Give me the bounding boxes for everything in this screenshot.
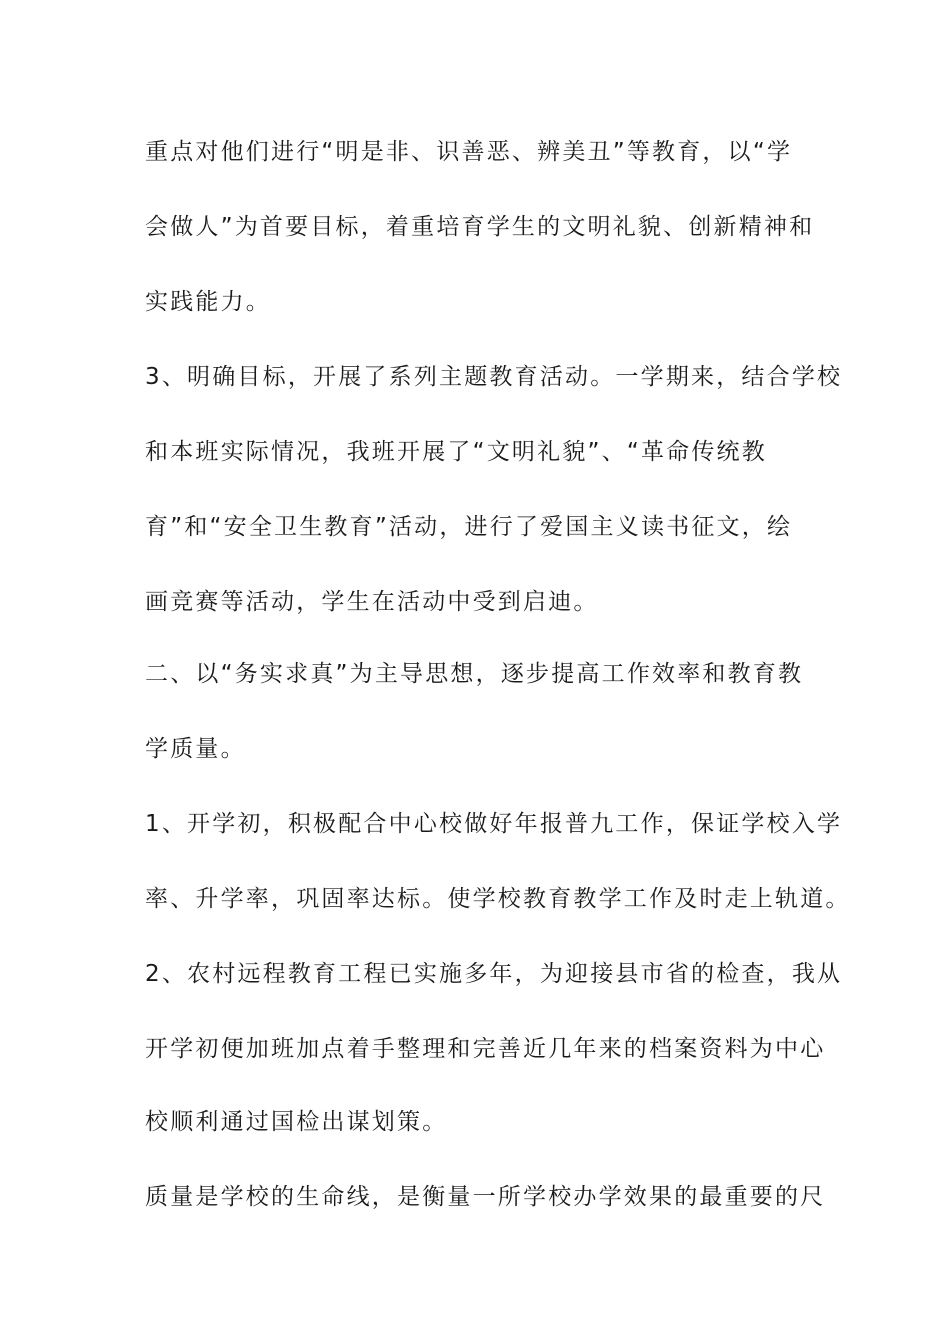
text-line: 质量是学校的生命线，是衡量一所学校办学效果的最重要的尺: [145, 1184, 826, 1210]
text-line: 会做人”为首要目标，着重培育学生的文明礼貌、创新精神和: [145, 214, 815, 240]
text-line: 率、升学率，巩固率达标。使学校教育教学工作及时走上轨道。: [145, 886, 851, 912]
text-line: 开学初便加班加点着手整理和完善近几年来的档案资料为中心: [145, 1036, 826, 1062]
text-line: 画竞赛等活动，学生在活动中受到启迪。: [145, 589, 599, 615]
text-line: 3、明确目标，开展了系列主题教育活动。一学期来，结合学校: [145, 364, 843, 390]
text-line: 1、开学初，积极配合中心校做好年报普九工作，保证学校入学: [145, 811, 843, 837]
text-line: 二、以“务实求真”为主导思想，逐步提高工作效率和教育教: [145, 661, 804, 687]
text-line: 育”和“安全卫生教育”活动，进行了爱国主义读书征文，绘: [145, 514, 793, 540]
text-line: 2、农村远程教育工程已实施多年，为迎接县市省的检查，我从: [145, 961, 843, 987]
text-line: 学质量。: [145, 736, 246, 762]
text-line: 重点对他们进行“明是非、识善恶、辨美丑”等教育，以“学: [145, 139, 793, 165]
text-line: 和本班实际情况，我班开展了“文明礼貌”、“革命传统教: [145, 439, 767, 465]
text-line: 实践能力。: [145, 289, 271, 315]
text-line: 校顺利通过国检出谋划策。: [145, 1109, 448, 1135]
